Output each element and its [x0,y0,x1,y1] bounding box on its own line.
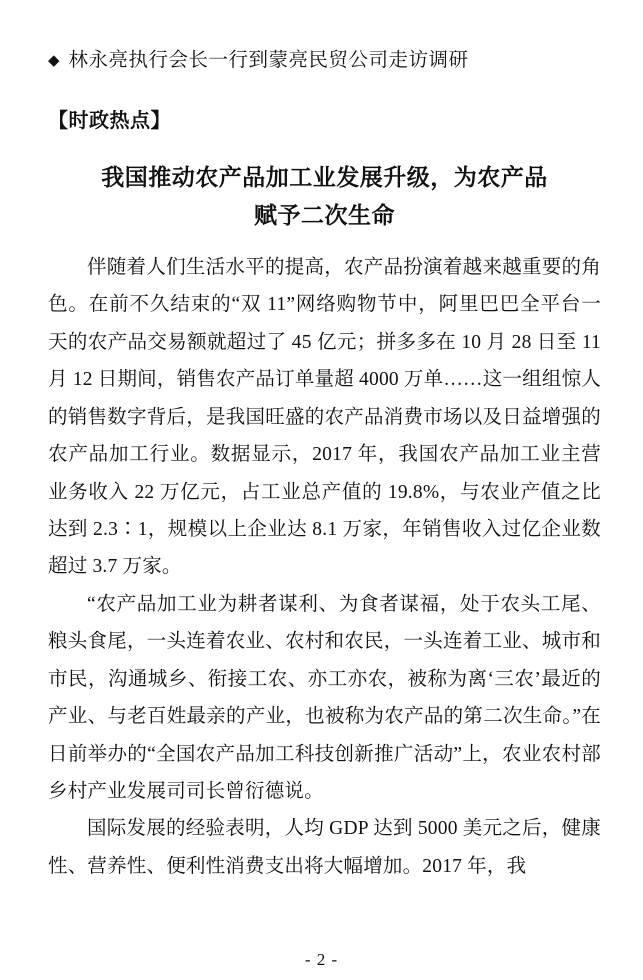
section-tag: 【时政热点】 [48,110,171,132]
article-title [48,159,601,235]
paragraph: 伴随着人们生活水平的提高，农产品扮演着越来越重要的角色。在前不久结束的“双 11”网络购物节中，阿里巴巴全平台一天的农产品交易额就超过了 45 亿元；拼多多在 10 月 28 日至 11 月 12 日期间，销售农产品订单量超 4000 万单……这一组组惊人的销售数字背后，是我国旺盛的农产品消费市场以及日益增强的农产品加工行业。数据显示，2017 年，我国农产品加工业主营业务收入 22 万亿元，占工业总产值的 19.8%，与农业产值之比达到 2.3∶1，规模以上企业达 8.1 万家，年销售收入过亿企业数超过 3.7 万家。 [48,256,601,578]
article-title-line-1: 我国推动农产品加工业发展升级，为农产品 [101,165,548,190]
running-header [48,44,601,72]
running-header-text: 林永亮执行会长一行到蒙亮民贸公司走访调研 [68,50,469,71]
paragraph: “农产品加工业为耕者谋利、为食者谋福，处于农头工尾、粮头食尾，一头连着农业、农村和农民，一头连着工业、城市和市民，沟通城乡、衔接工农、亦工亦农，被称为离‘三农’最近的产业、与老百姓最亲的产业，也被称为农产品的第二次生命。”在日前举办的“全国农产品加工科技创新推广活动”上，农业农村部乡村产业发展司司长曾衍德说。 [48,593,601,802]
article-title-line-2: 赋予二次生命 [254,202,395,228]
paragraph: 国际发展的经验表明，人均 GDP 达到 5000 美元之后，健康性、营养性、便利性消费支出将大幅增加。2017 年，我 [48,818,601,877]
diamond-icon: ◆ [48,53,60,69]
page-number: - 2 - [304,950,339,969]
article-body [48,249,601,885]
